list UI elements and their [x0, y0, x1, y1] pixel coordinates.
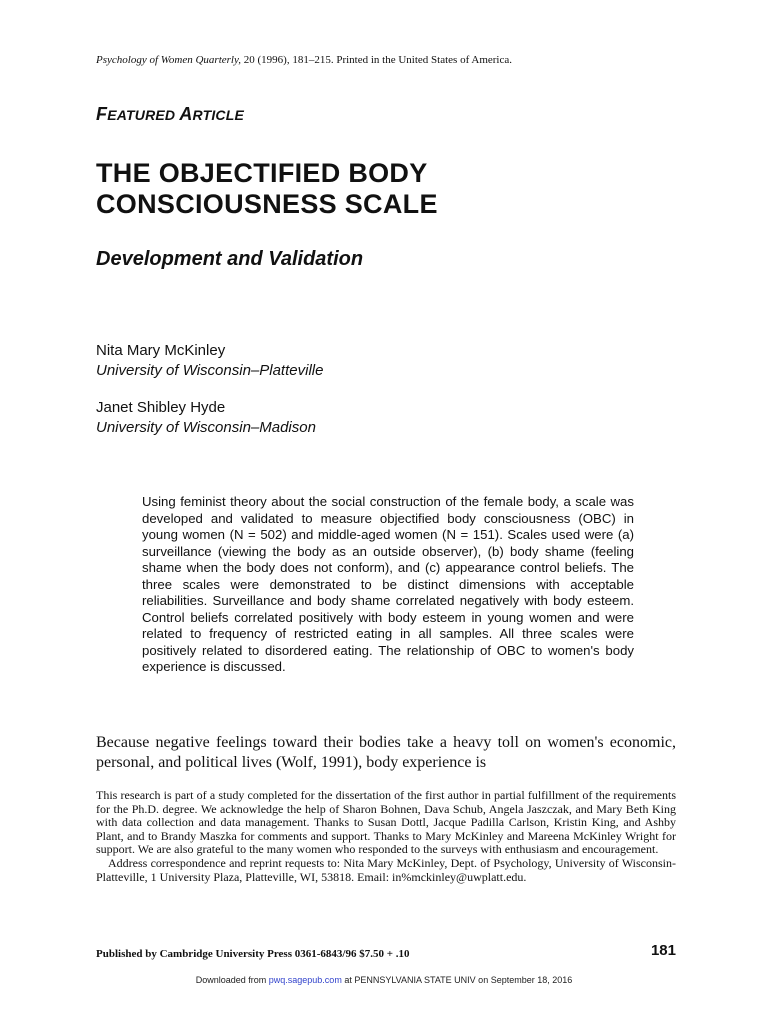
author-name: Nita Mary McKinley — [96, 342, 226, 359]
author-name: Janet Shibley Hyde — [96, 399, 226, 416]
author-affiliation: University of Wisconsin–Platteville — [96, 362, 324, 379]
section-label-initial-2: A — [179, 104, 193, 124]
section-label-initial-1: F — [96, 104, 108, 124]
title-line-2: CONSCIOUSNESS SCALE — [96, 189, 438, 219]
download-prefix: Downloaded from — [195, 975, 269, 985]
page-number: 181 — [650, 942, 676, 959]
footnote-correspondence: Address correspondence and reprint requests to: Nita Mary McKinley, Dept. of Psychology, University of Wisconsin-Platteville, 1 University Plaza, Platteville, WI, 53818. Email: in%mckinley@uwplatt.edu. — [96, 855, 676, 884]
author-affiliation: University of Wisconsin–Madison — [96, 419, 316, 436]
publisher-line: Published by Cambridge University Press 0361-6843/96 $7.50 + .10 — [96, 948, 410, 960]
body-paragraph: Because negative feelings toward their bodies take a heavy toll on women's economic, personal, and political lives (Wolf, 1991), body experience is — [96, 734, 676, 771]
journal-name: Psychology of Women Quarterly, — [96, 54, 242, 66]
section-label — [96, 103, 244, 126]
title-line-1: THE OBJECTIFIED BODY — [96, 158, 428, 188]
abstract: Using feminist theory about the social construction of the female body, a scale was developed and validated to measure objectified body consciousness (OBC) in young women (N = 502) and middle-aged women (N = 151). Scales used were (a) surveillance (viewing the body as an outside observer), (b) body shame (feeling shame when the body does not conform), and (c) appearance control beliefs. The three scales were demonstrated to be distinct dimensions with acceptable reliabilities. Surveillance and body shame correlated negatively with body esteem. Control beliefs correlated positively with body esteem in young women and were related to frequency of restricted eating in all samples. All three scales were positively related to disordered eating. The relationship of OBC to women's body experience is discussed. — [142, 494, 634, 674]
author-block-2 — [96, 398, 316, 438]
download-notice — [0, 974, 768, 986]
download-source-link[interactable]: pwq.sagepub.com — [268, 975, 342, 985]
footnote — [96, 789, 676, 884]
author-block-1 — [96, 341, 323, 381]
section-label-rest-2: RTICLE — [192, 107, 245, 123]
running-header — [96, 52, 696, 68]
article-title — [96, 158, 656, 220]
footnote-acknowledgment: This research is part of a study completed for the dissertation of the first author in partial fulfillment of the requirements for the Ph.D. degree. We acknowledge the help of Sharon Bohnen, Dava Schub, Angela Jaszczak, and Mary Beth King with data collection and data management. Thanks to Susan Dottl, Jacque Padilla Carlson, Kristin King, and Ashby Plant, and to Brandy Maszka for comments and support. Thanks to Mary McKinley and Mareena McKinley Wright for support. We are also grateful to the many women who responded to the surveys with enthusiasm and encouragement. — [96, 788, 676, 857]
article-subtitle: Development and Validation — [96, 248, 364, 270]
journal-citation: 20 (1996), 181–215. Printed in the United States of America. — [243, 54, 512, 66]
section-label-rest-1: EATURED — [107, 107, 180, 123]
download-suffix: at PENNSYLVANIA STATE UNIV on September 18, 2016 — [341, 975, 573, 985]
